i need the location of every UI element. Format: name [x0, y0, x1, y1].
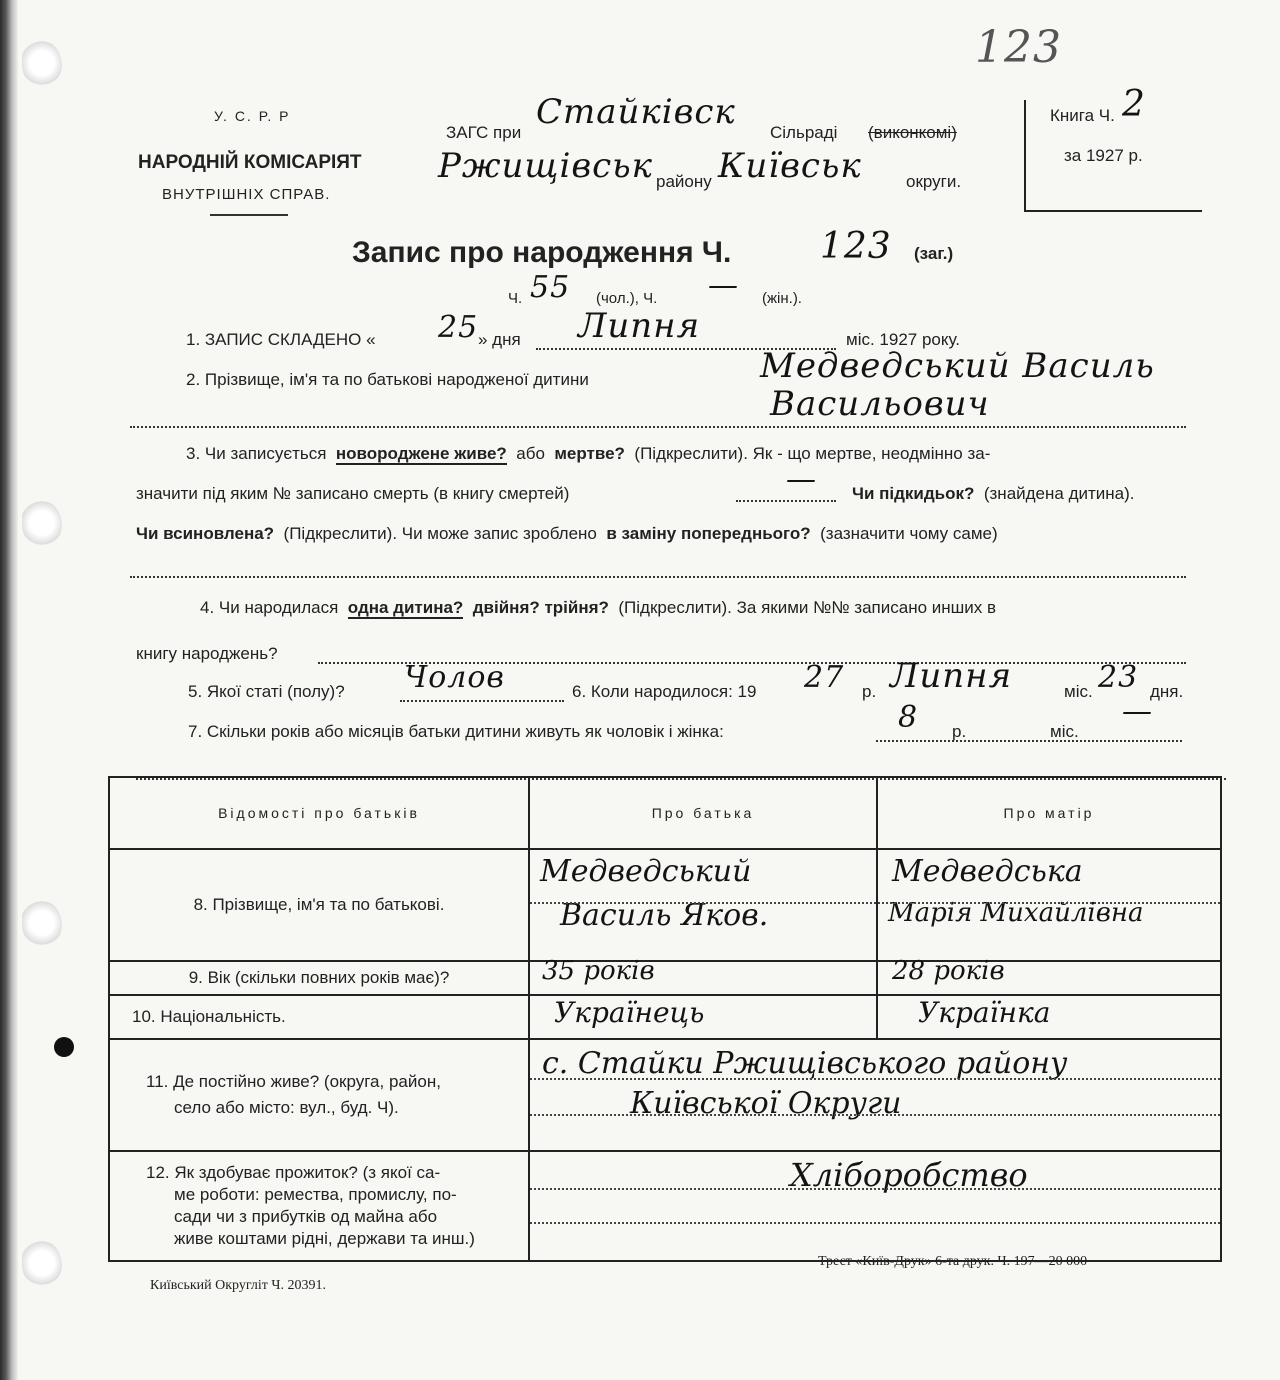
record-title: Запис про народження Ч. [352, 236, 732, 269]
col-father-header: Про батька [529, 777, 877, 849]
row10-father-1: Українець [554, 996, 705, 1029]
item3-l3d: (зазначити чому саме) [820, 524, 998, 543]
item4-twins: двійня? трійня? [472, 598, 609, 617]
table-row [109, 849, 1221, 961]
item1-mid: » дня [478, 330, 521, 349]
table-row [109, 1151, 1221, 1261]
punch-hole [54, 1037, 74, 1057]
item3-foundling: Чи підкидьок? [852, 484, 975, 503]
council-alt: (виконкомі) [868, 123, 957, 142]
tear-mark [22, 40, 62, 86]
row9-father-1: 35 років [542, 956, 655, 986]
row8-father [529, 849, 877, 961]
row12-both [529, 1151, 1221, 1261]
item2-value-2: Васильович [770, 384, 990, 424]
row11-both [529, 1039, 1221, 1151]
row12-label-1: 12. Як здобуває прожиток? (з якої са- [146, 1163, 441, 1182]
footer-right: Трест «Київ-Друк» 6-та друк. Ч. 197—20 000 [818, 1254, 1088, 1269]
district-value: Ржищівськ [438, 146, 653, 186]
row10-mother [877, 995, 1221, 1039]
item5-value: Чолов [404, 660, 505, 695]
header-commissariat: НАРОДНІЙ КОМІСАРІЯТ [138, 152, 362, 173]
item3-l1a: 3. Чи записується [186, 444, 327, 463]
row12-label-2: ме роботи: ремества, промислу, по- [174, 1185, 457, 1204]
book-value: 2 [1122, 84, 1146, 125]
item4-l1d: (Підкреслити). За якими №№ записано инших в [618, 598, 997, 617]
item7-r: р. [952, 722, 967, 741]
table-row [109, 995, 1221, 1039]
item6-day: 23 [1098, 660, 1139, 695]
item6-dnya: дня. [1150, 682, 1184, 701]
row11-label-1: 11. Де постійно живе? (округа, район, [146, 1072, 441, 1091]
row11-label [109, 1039, 529, 1151]
record-suffix: (заг.) [914, 244, 954, 263]
row8-mother-2: Марія Михайлівна [888, 898, 1144, 928]
item3-death-number: — [786, 462, 817, 497]
item7-label: 7. Скільки років або місяців батьки дитини живуть як чоловік і жінка: [188, 722, 724, 741]
row12-dots-1 [530, 1188, 1220, 1190]
tear-mark [22, 500, 62, 546]
parents-table [108, 776, 1222, 1262]
row12-dots-2 [530, 1222, 1220, 1224]
item5-line [400, 700, 564, 702]
item4-single: одна дитина? [347, 598, 464, 617]
row12-label [109, 1151, 529, 1261]
item7-line [876, 740, 1182, 742]
row8-father-dots [530, 902, 876, 904]
council-label: Сільраді [770, 123, 838, 142]
table-row [109, 961, 1221, 995]
item2-label: 2. Прізвище, ім'я та по батькові народженої дитини [186, 370, 589, 389]
row10-mother-1: Українка [918, 996, 1051, 1029]
item3-replacement: в заміну попереднього? [606, 524, 811, 543]
record-number: 123 [820, 226, 892, 267]
book-year: за 1927 р. [1064, 146, 1143, 165]
row9-father [529, 956, 877, 995]
item2-value-1: Медведський Василь [760, 346, 1155, 386]
row11-dots-2 [530, 1114, 1220, 1116]
row11-both-1: с. Стайки Ржищівського району [542, 1046, 1068, 1081]
item6-label: 6. Коли народилося: 19 [572, 682, 757, 701]
item2-line [130, 426, 1186, 428]
item3-alive: новороджене живе? [335, 444, 507, 463]
male-label: (чол.), Ч. [596, 290, 658, 307]
tear-mark [22, 900, 62, 946]
okrug-label: округи. [906, 172, 962, 191]
female-label: (жін.). [762, 290, 802, 307]
row8-mother-dots [878, 902, 1220, 904]
row8-father-1: Медведський [540, 854, 752, 889]
item1-tail: міс. 1927 року. [846, 330, 961, 349]
row9-mother-1: 28 років [892, 956, 1005, 986]
item6-month: Липня [890, 656, 1013, 696]
item7-years: 8 [898, 700, 919, 735]
binding-edge [0, 0, 18, 1380]
col-info-header: Відомості про батьків [109, 777, 529, 849]
item4-l2: книгу народжень? [136, 644, 278, 663]
table-header-row [109, 777, 1221, 849]
archive-number: 123 [975, 22, 1062, 73]
item3-l1e: (Підкреслити). Як - що мертве, неодмінно за- [634, 444, 991, 463]
item3-l1c: або [516, 444, 545, 463]
item3-l2a: значити під яким № записано смерть (в книгу смертей) [136, 484, 570, 503]
row10-father [529, 995, 877, 1039]
item7-mis: міс. [1050, 722, 1079, 741]
tear-mark [22, 1240, 62, 1286]
row10-label: 10. Національність. [109, 995, 529, 1039]
header-department: ВНУТРІШНІХ СПРАВ. [162, 186, 331, 203]
row11-dots-1 [530, 1078, 1220, 1080]
row8-label: 8. Прізвище, ім'я та по батькові. [109, 849, 529, 961]
male-prefix: Ч. [508, 290, 523, 307]
item4-l1a: 4. Чи народилася [200, 598, 339, 617]
row12-both-1: Хліборобство [790, 1156, 1028, 1194]
row12-label-4: живе коштами рідні, держави та инш.) [174, 1229, 475, 1248]
item3-adopted: Чи всиновлена? [136, 524, 275, 543]
item6-year: 27 [804, 660, 845, 695]
item3-line [130, 576, 1186, 578]
col-mother-header: Про матір [877, 777, 1221, 849]
row8-mother-1: Медведська [892, 854, 1083, 889]
item5-label: 5. Якої статі (полу)? [188, 682, 345, 701]
item1-day: 25 [438, 310, 479, 345]
item6-mis: міс. [1064, 682, 1093, 701]
header-state: У. С. Р. Р [214, 108, 291, 124]
item7-months: — [1122, 694, 1153, 729]
row8-mother [877, 849, 1221, 961]
okrug-value: Київськ [718, 146, 862, 186]
row8-father-2: Василь Яков. [560, 898, 769, 933]
footer-left: Київський Округліт Ч. 20391. [150, 1278, 326, 1293]
row9-label: 9. Вік (скільки повних років має)? [109, 961, 529, 995]
row11-both-2: Київської Округи [630, 1086, 902, 1121]
row12-label-3: сади чи з прибутків од майна або [174, 1207, 438, 1226]
male-count: 55 [530, 270, 571, 305]
item6-r: р. [862, 682, 877, 701]
item1-month: Липня [578, 306, 701, 346]
item3-dead: мертве? [554, 444, 625, 463]
book-label: Книга Ч. [1050, 106, 1115, 125]
zags-value: Стайківск [536, 92, 736, 132]
row11-label-2: село або місто: вул., буд. Ч). [174, 1098, 399, 1117]
row9-mother [877, 956, 1221, 995]
item3-l2c: (знайдена дитина). [983, 484, 1135, 503]
item1-label: 1. ЗАПИС СКЛАДЕНО « [186, 330, 376, 349]
district-label: району [656, 172, 712, 191]
zags-label: ЗАГС при [446, 123, 522, 142]
item3-l3b: (Підкреслити). Чи може запис зроблено [283, 524, 597, 543]
female-count: — [708, 268, 739, 303]
table-row [109, 1039, 1221, 1151]
item3-death-line [736, 500, 836, 502]
header-rule [210, 214, 288, 216]
